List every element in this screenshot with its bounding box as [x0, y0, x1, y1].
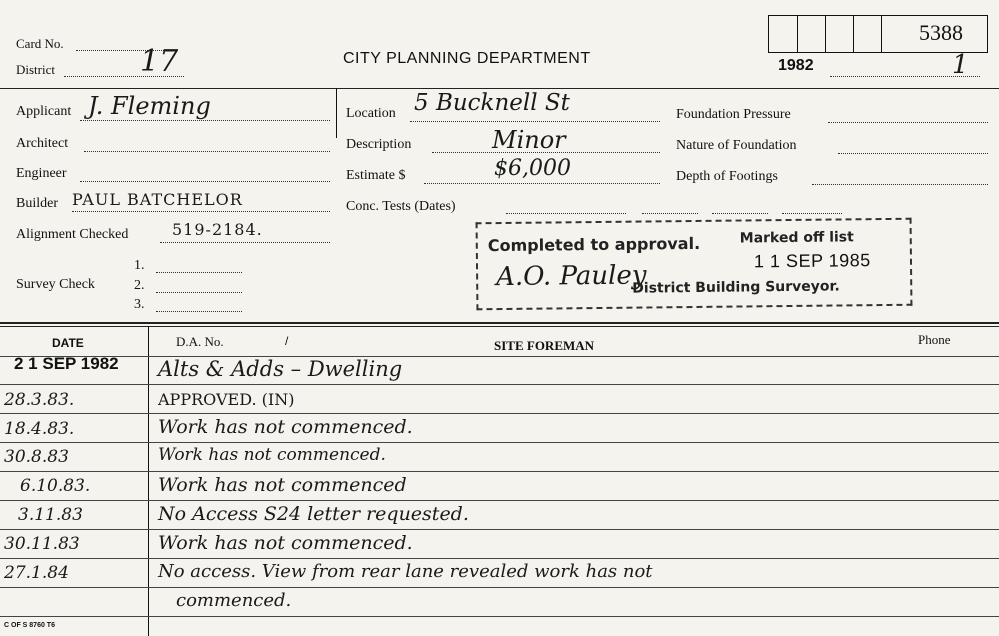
nature-line	[838, 153, 988, 154]
table-row-date: 3.11.83	[18, 505, 83, 525]
table-row-remark: No access. View from rear lane revealed work has not	[158, 561, 653, 582]
table-row-date: 18.4.83.	[4, 419, 75, 439]
depth-line	[812, 184, 988, 185]
stamp-role-text: District Building Surveyor.	[632, 278, 840, 297]
table-top-border	[0, 322, 999, 324]
table-rule	[0, 587, 999, 588]
applicant-label: Applicant	[16, 104, 72, 119]
conc-line-3	[712, 213, 768, 214]
date-column-header: DATE	[52, 336, 84, 350]
table-rule	[0, 413, 999, 414]
table-row-remark: Work has not commenced.	[158, 416, 413, 438]
nature-of-foundation-label: Nature of Foundation	[676, 138, 797, 153]
engineer-label: Engineer	[16, 166, 67, 181]
table-rule	[0, 500, 999, 501]
alignment-value: 519-2184.	[172, 220, 263, 239]
stamp-marked-off-text: Marked off list	[739, 229, 854, 247]
table-row-remark: APPROVED. (IN)	[158, 390, 295, 409]
description-label: Description	[346, 137, 412, 152]
file-box-4	[853, 16, 882, 52]
da-slash: /	[285, 334, 289, 348]
conc-tests-label: Conc. Tests (Dates)	[346, 199, 456, 214]
district-value: 17	[140, 44, 179, 79]
table-row-date: 30.8.83	[4, 447, 69, 467]
table-rule	[0, 442, 999, 443]
header-divider	[0, 88, 999, 89]
site-foreman-header: SITE FOREMAN	[494, 338, 595, 353]
architect-line	[84, 151, 330, 152]
depth-of-footings-label: Depth of Footings	[676, 169, 778, 184]
survey-label: Survey Check	[16, 277, 95, 292]
estimate-label: Estimate $	[346, 168, 406, 183]
table-row-remark: Work has not commenced.	[158, 445, 386, 465]
table-row-date: 6.10.83.	[20, 476, 91, 496]
file-suffix: 1	[952, 50, 969, 80]
description-value: Minor	[492, 126, 566, 154]
year-label: 1982	[778, 57, 814, 74]
table-row-date: 2 1 SEP 1982	[14, 354, 119, 373]
architect-label: Architect	[16, 136, 69, 151]
survey-item-2: 2.	[134, 278, 145, 293]
survey-item-1: 1.	[134, 258, 145, 273]
stamp-completed-text: Completed to approval.	[487, 233, 701, 256]
builder-value: PAUL BATCHELOR	[72, 190, 243, 209]
table-top-border-inner	[0, 326, 999, 327]
table-rule	[0, 529, 999, 530]
estimate-value: $6,000	[494, 156, 571, 181]
alignment-line	[160, 242, 330, 243]
file-number: 5388	[919, 20, 963, 45]
conc-line-4	[782, 213, 842, 214]
da-no-header: D.A. No.	[176, 334, 224, 349]
table-rule	[0, 558, 999, 559]
file-box-2	[797, 16, 826, 52]
table-rule	[0, 471, 999, 472]
file-box-1	[769, 16, 798, 52]
approval-stamp	[476, 218, 913, 311]
table-row-date: 30.11.83	[4, 534, 80, 554]
location-label: Location	[346, 106, 396, 121]
survey-line-2	[156, 292, 242, 293]
department-title: CITY PLANNING DEPARTMENT	[343, 50, 591, 67]
header-vertical	[336, 88, 337, 138]
foundation-pressure-line	[828, 122, 988, 123]
card-no-label: Card No.	[16, 36, 64, 51]
engineer-line	[80, 181, 330, 182]
table-row-remark: commenced.	[176, 590, 292, 611]
table-row-remark: Work has not commenced.	[158, 532, 413, 554]
table-rule	[0, 384, 999, 385]
table-row-remark: Work has not commenced	[158, 474, 407, 496]
survey-item-3: 3.	[134, 297, 145, 312]
stamp-date: 1 1 SEP 1985	[753, 250, 871, 272]
applicant-line	[80, 120, 330, 121]
location-line	[410, 121, 660, 122]
location-value: 5 Bucknell St	[414, 90, 570, 116]
file-box-3	[825, 16, 854, 52]
table-row-date: 28.3.83.	[4, 390, 75, 410]
builder-line	[72, 211, 330, 212]
applicant-value: J. Fleming	[88, 92, 211, 120]
foundation-pressure-label: Foundation Pressure	[676, 107, 791, 122]
stamp-signature: A.O. Pauley	[495, 260, 647, 293]
table-row-remark: No Access S24 letter requested.	[158, 503, 469, 525]
table-rule	[0, 616, 999, 617]
survey-line-3	[156, 311, 242, 312]
conc-line-2	[642, 213, 698, 214]
table-row-remark: Alts & Adds – Dwelling	[158, 357, 403, 381]
phone-header: Phone	[918, 332, 951, 347]
conc-line-1	[506, 213, 626, 214]
table-row-date: 27.1.84	[4, 563, 69, 583]
file-number-boxes	[768, 15, 988, 53]
estimate-line	[424, 183, 660, 184]
district-label: District	[16, 62, 55, 77]
form-code: C OF S 8760 T6	[4, 622, 55, 629]
survey-line-1	[156, 272, 242, 273]
builder-label: Builder	[16, 196, 58, 211]
alignment-label: Alignment Checked	[16, 227, 129, 242]
